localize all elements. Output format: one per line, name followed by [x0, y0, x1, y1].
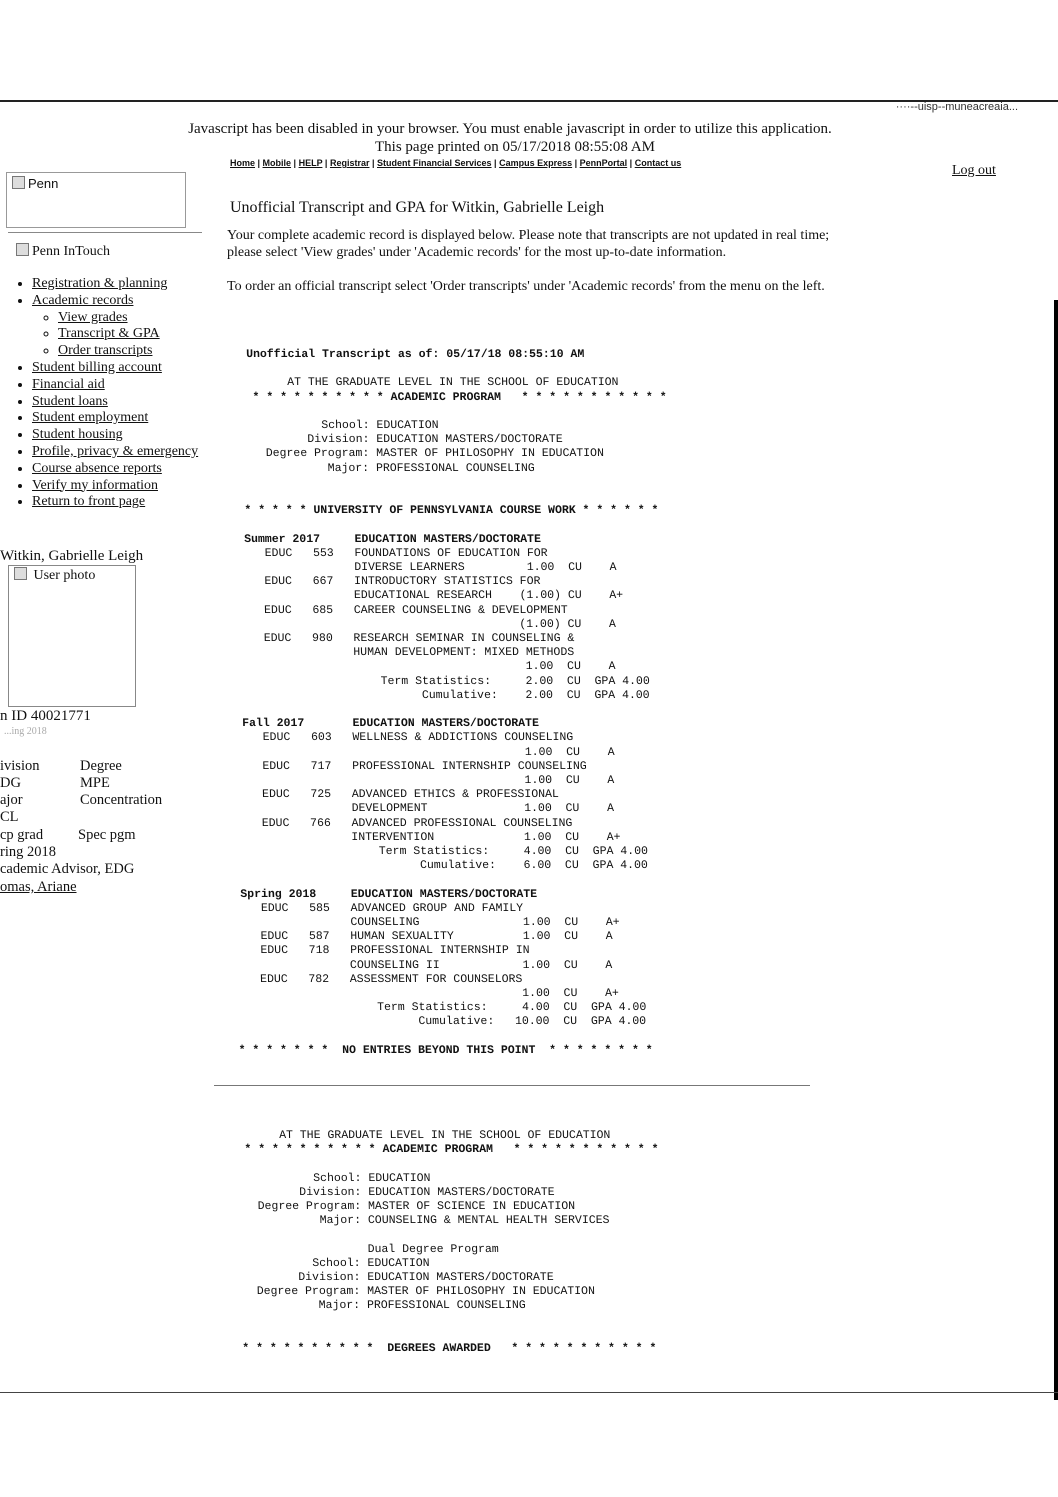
degree-value: MPE [80, 775, 110, 791]
transcript-line: EDUC 553 FOUNDATIONS OF EDUCATION FOR [243, 546, 548, 560]
transcript-line: AT THE GRADUATE LEVEL IN THE SCHOOL OF EDUCATION [245, 376, 619, 390]
transcript-line: Spring 2018 EDUCATION MASTERS/DOCTORATE [240, 887, 538, 901]
transcript-line: School: EDUCATION [237, 1171, 431, 1185]
transcript-line: (1.00) CU A [243, 617, 617, 631]
transcript-line: EDUC 980 RESEARCH SEMINAR IN COUNSELING & [242, 632, 575, 645]
broken-image-icon [16, 243, 29, 256]
transcript-line: Degree Program: MASTER OF PHILOSOPHY IN EDUCATION [235, 1285, 596, 1299]
expected-grad-label: cp grad [0, 827, 44, 843]
menu-verify-my-information[interactable]: Verify my information [32, 477, 158, 493]
menu-view-grades[interactable]: View grades [58, 309, 128, 325]
transcript-line: Term Statistics: 4.00 CU GPA 4.00 [238, 1001, 647, 1015]
transcript-line: Division: EDUCATION MASTERS/DOCTORATE [237, 1185, 555, 1199]
nav-registrar[interactable]: Registrar [329, 158, 370, 168]
top-nav: Home | Mobile | HELP | Registrar | Student Financial Services | Campus Express | PennPortal | Contact us [230, 158, 682, 168]
nav-mobile[interactable]: Mobile [262, 158, 292, 168]
nav-help[interactable]: HELP [298, 158, 323, 168]
menu-financial-aid[interactable]: Financial aid [32, 376, 105, 392]
broken-image-icon [12, 176, 25, 189]
transcript-line: EDUCATIONAL RESEARCH (1.00) CU A+ [243, 589, 624, 603]
user-photo-alt: User photo [14, 567, 95, 584]
intro-text: Your complete academic record is displayed below. Please note that transcripts are not updated in real time; please select 'View grades' under 'Academic records' for the most up-to-date information. [227, 228, 830, 260]
menu-student-employment[interactable]: Student employment [32, 410, 149, 426]
transcript-line: EDUC 685 CAREER COUNSELING & DEVELOPMENT [243, 603, 568, 617]
transcript-line: * * * * * * * * * * DEGREES AWARDED * * * * * * * * * * * [235, 1342, 657, 1355]
printed-timestamp: This page printed on 05/17/2018 08:55:08 AM [375, 139, 655, 155]
nav-campus-express[interactable]: Campus Express [499, 158, 573, 168]
transcript-line: 1.00 CU A [241, 774, 615, 787]
transcript-line: Degree Program: MASTER OF PHILOSOPHY IN EDUCATION [244, 447, 605, 461]
transcript-line: EDUC 587 HUMAN SEXUALITY 1.00 CU A [239, 930, 613, 944]
menu-transcript-gpa[interactable]: Transcript & GPA [58, 326, 160, 342]
advisor-name-link[interactable]: omas, Ariane [0, 879, 77, 895]
transcript-line: EDUC 717 PROFESSIONAL INTERNSHIP COUNSELING [241, 759, 587, 773]
transcript-line: Summer 2017 EDUCATION MASTERS/DOCTORATE [244, 532, 542, 546]
transcript-line: * * * * * * * * * * ACADEMIC PROGRAM * * * * * * * * * * * [245, 390, 667, 404]
transcript-line: Cumulative: 6.00 CU GPA 4.00 [240, 859, 648, 873]
javascript-warning: Javascript has been disabled in your browser. You must enable javascript in order to utilize this application. [188, 121, 832, 137]
transcript-line: Cumulative: 10.00 CU GPA 4.00 [238, 1015, 647, 1029]
transcript-line: Unofficial Transcript as of: 05/17/18 08:55:10 AM [246, 348, 585, 361]
section-divider [214, 1085, 810, 1086]
penn-id: n ID 40021771 [0, 708, 91, 724]
transcript-line: * * * * * * * NO ENTRIES BEYOND THIS POINT * * * * * * * * [238, 1043, 653, 1057]
transcript-line: HUMAN DEVELOPMENT: MIXED METHODS [242, 646, 575, 660]
degree-label: Degree [80, 758, 122, 774]
division-label: ivision [0, 758, 40, 774]
menu-student-loans[interactable]: Student loans [32, 393, 108, 409]
sidebar-divider [8, 232, 202, 233]
transcript-line: * * * * * * * * * * ACADEMIC PROGRAM * * * * * * * * * * * [237, 1143, 659, 1157]
nav-student-financial-services[interactable]: Student Financial Services [377, 158, 492, 168]
transcript-line: INTERVENTION 1.00 CU A+ [240, 830, 621, 844]
transcript-line: Fall 2017 EDUCATION MASTERS/DOCTORATE [242, 717, 540, 731]
division-value: DG [0, 775, 21, 791]
transcript-line: Division: EDUCATION MASTERS/DOCTORATE [245, 433, 563, 447]
sidebar-menu [0, 276, 214, 511]
scan-edge-right [1054, 300, 1058, 1400]
penn-intouch-logo: Penn InTouch [16, 243, 110, 260]
faint-term-text: ...ing 2018 [4, 726, 47, 737]
menu-academic-records[interactable]: Academic records [32, 292, 134, 308]
nav-pennportal[interactable]: PennPortal [579, 158, 628, 168]
major-label: ajor [0, 792, 23, 808]
major-value: CL [0, 809, 19, 825]
menu-return-to-front-page[interactable]: Return to front page [32, 494, 146, 510]
transcript-line: Dual Degree Program [236, 1242, 499, 1256]
transcript-line: 1.00 CU A [242, 660, 616, 674]
menu-student-billing-account[interactable]: Student billing account [32, 359, 162, 375]
broken-image-icon [14, 567, 27, 580]
transcript-line: 1.00 CU A [241, 745, 615, 759]
transcript-line: EDUC 766 ADVANCED PROFESSIONAL COUNSELING [240, 816, 573, 830]
page-title: Unofficial Transcript and GPA for Witkin, Gabrielle Leigh [230, 199, 605, 216]
transcript-line: Major: COUNSELING & MENTAL HEALTH SERVICES [236, 1214, 610, 1228]
menu-profile-privacy-emergency[interactable]: Profile, privacy & emergency [32, 443, 199, 459]
transcript-line: * * * * * UNIVERSITY OF PENNSYLVANIA COURSE WORK * * * * * * [244, 504, 659, 518]
transcript-line: Division: EDUCATION MASTERS/DOCTORATE [236, 1271, 554, 1284]
transcript-line: EDUC 603 WELLNESS & ADDICTIONS COUNSELING [241, 731, 574, 745]
transcript-line: AT THE GRADUATE LEVEL IN THE SCHOOL OF EDUCATION [237, 1129, 611, 1142]
order-instructions: To order an official transcript select 'Order transcripts' under 'Academic records' from the menu on the left. [227, 279, 825, 294]
expected-grad-value: ring 2018 [0, 844, 56, 860]
menu-registration-planning[interactable]: Registration & planning [32, 276, 168, 291]
transcript-line: Term Statistics: 4.00 CU GPA 4.00 [240, 845, 649, 858]
menu-order-transcripts[interactable]: Order transcripts [58, 343, 153, 359]
user-photo [8, 565, 136, 707]
transcript-line: Term Statistics: 2.00 CU GPA 4.00 [242, 674, 650, 688]
penn-logo-alt: Penn [12, 176, 58, 191]
transcript-line: COUNSELING 1.00 CU A+ [239, 916, 620, 929]
concentration-label: Concentration [80, 792, 163, 808]
corner-url: ····--uisp--muneacreaia... [895, 101, 1018, 113]
scan-edge-bottom [0, 1392, 1058, 1393]
transcript-line: EDUC 718 PROFESSIONAL INTERNSHIP IN [239, 944, 530, 958]
transcript-line: EDUC 585 ADVANCED GROUP AND FAMILY [240, 901, 524, 915]
transcript-line: EDUC 725 ADVANCED ETHICS & PROFESSIONAL [241, 788, 560, 802]
transcript-line: Major: PROFESSIONAL COUNSELING [235, 1299, 526, 1313]
transcript-block [235, 348, 827, 1368]
transcript-line: EDUC 667 INTRODUCTORY STATISTICS FOR [243, 575, 541, 589]
transcript-line: COUNSELING II 1.00 CU A [239, 958, 613, 972]
transcript-line: Degree Program: MASTER OF SCIENCE IN EDUCATION [236, 1200, 576, 1213]
logout-link[interactable]: Log out [952, 163, 996, 178]
transcript-line: EDUC 782 ASSESSMENT FOR COUNSELORS [239, 972, 523, 986]
advisor-label: cademic Advisor, EDG [0, 861, 135, 877]
spec-pgm-label: Spec pgm [78, 827, 136, 843]
menu-course-absence-reports[interactable]: Course absence reports [32, 460, 162, 476]
menu-student-housing[interactable]: Student housing [32, 427, 123, 443]
transcript-line: Cumulative: 2.00 CU GPA 4.00 [242, 688, 650, 702]
transcript-line: DIVERSE LEARNERS 1.00 CU A [243, 561, 617, 574]
nav-contact-us[interactable]: Contact us [634, 158, 682, 168]
transcript-line: DEVELOPMENT 1.00 CU A [241, 802, 615, 816]
transcript-line: 1.00 CU A+ [239, 987, 619, 1000]
transcript-line: School: EDUCATION [245, 419, 439, 432]
nav-home[interactable]: Home [230, 158, 256, 168]
transcript-line: School: EDUCATION [236, 1256, 430, 1270]
user-name: Witkin, Gabrielle Leigh [0, 548, 144, 564]
transcript-line: Major: PROFESSIONAL COUNSELING [244, 461, 535, 475]
